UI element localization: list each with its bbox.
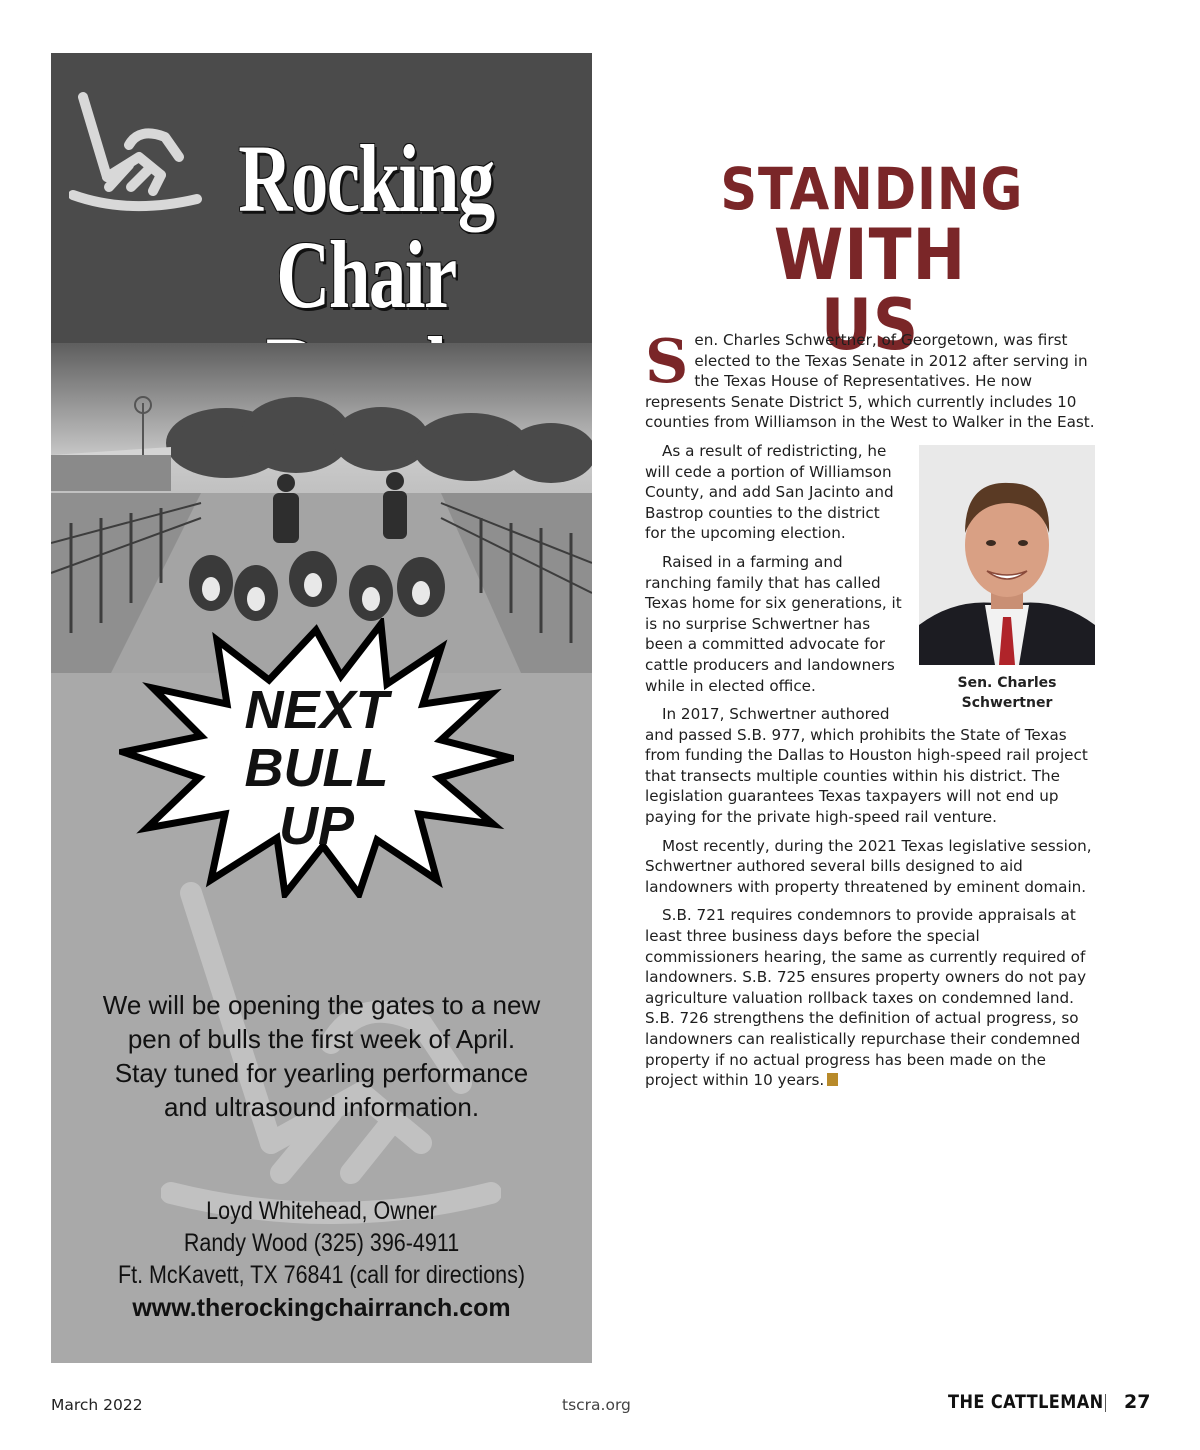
footer-divider (1105, 1394, 1106, 1412)
drop-cap: S (645, 327, 689, 397)
contact-website-link[interactable]: www.therockingchairranch.com (132, 1294, 511, 1322)
article-paragraph-5: Most recently, during the 2021 Texas legislative session, Schwertner authored several bills designed to aid landowners with property threatened by eminent domain. (645, 836, 1092, 896)
burst-line3: UP (278, 796, 354, 856)
contact-address: Ft. McKavett, TX 76841 (call for directions) (117, 1261, 526, 1289)
senator-portrait-photo (919, 445, 1095, 665)
next-bull-up-text (119, 681, 514, 855)
article-paragraph-3: Raised in a farming and ranching family that has called Texas home for six generations, it is no surprise Schwertner has been a committed advocate for cattle producers and landowners while in elected office. (645, 552, 902, 695)
article-paragraph-2: As a result of redistricting, he will cede a portion of Williamson County, and add San Jacinto and Bastrop counties to the district for the upcoming election. (645, 441, 894, 543)
article-paragraph-4: In 2017, Schwertner authored and passed S.B. 977, which prohibits the State of Texas from funding the Dallas to Houston high-speed rail project that transects multiple counties within his district. The legislation guarantees Texas taxpayers will not end up paying for the private high-speed rail venture. (645, 705, 1088, 827)
footer-page-number: 27 (1124, 1391, 1151, 1413)
ad-message-line3: Stay tuned for yearling performance (114, 1058, 529, 1088)
headline-line1: STANDING (720, 155, 1024, 223)
contact-owner: Loyd Whitehead, Owner (206, 1197, 437, 1225)
contact-phone: Randy Wood (325) 396-4911 (183, 1229, 460, 1257)
ad-message-line1: We will be opening the gates to a new (102, 990, 541, 1020)
article-body (645, 327, 1095, 1099)
ad-message (65, 988, 578, 1124)
ad-contact (65, 1195, 578, 1325)
caption-line2: Schwertner (961, 694, 1053, 711)
article-paragraph-6-text: S.B. 721 requires condemnors to provide appraisals at least three business days before the special commissioners hearing, the same as currently required of landowners. S.B. 725 ensures property owners do not pay agriculture valuation rollback taxes on condemned land. S.B. 726 strengthens the definition of actual progress, so landowners can realistically repurchase their condemned property if no actual progress has been made on the project within 10 years. (645, 906, 1087, 1090)
portrait-figure (919, 445, 1095, 713)
footer-date: March 2022 (51, 1396, 143, 1414)
caption-line1: Sen. Charles (957, 674, 1057, 691)
article-paragraph-6 (645, 905, 1095, 1090)
burst-line2: BULL (244, 738, 389, 798)
footer-site-link[interactable]: tscra.org (562, 1396, 631, 1414)
ad-message-line2: pen of bulls the first week of April. (127, 1024, 516, 1054)
article-paragraph-1 (645, 327, 1095, 433)
burst-line1: NEXT (244, 680, 389, 740)
footer-publication-name: THE CATTLEMAN (948, 1391, 1104, 1413)
headline-line2: WITH US (773, 214, 967, 366)
ad-message-line4: and ultrasound information. (163, 1092, 480, 1122)
ranch-name-line1: Rocking (238, 125, 494, 232)
rocking-chair-ranch-ad (51, 53, 592, 1363)
end-mark-icon (827, 1073, 838, 1086)
ranch-name-line2: Chair (276, 221, 456, 328)
portrait-caption (919, 673, 1095, 713)
article-paragraph-1-text: en. Charles Schwertner, of Georgetown, was first elected to the Texas Senate in 2012 after serving in the Texas House of Representatives. He now represents Senate District 5, which currently includes 10 counties from Williamson in the West to Walker in the East. (645, 331, 1095, 432)
